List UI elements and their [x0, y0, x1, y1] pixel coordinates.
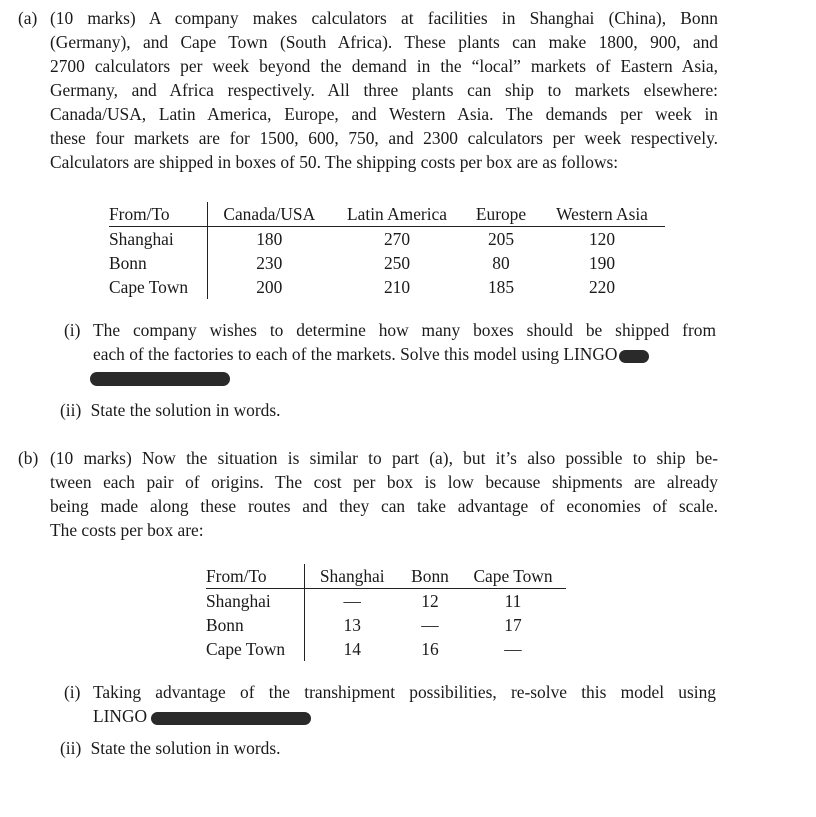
table-row	[206, 589, 566, 614]
row-label: Shanghai	[206, 589, 304, 614]
row-label: Cape Town	[109, 275, 207, 299]
redaction-mark	[90, 372, 230, 386]
table-row	[109, 251, 665, 275]
table-header-row	[109, 202, 665, 227]
table-cell: 180	[256, 229, 283, 249]
part-b-line: tween each pair of origins. The cost per box is low because shipments are already	[50, 472, 718, 492]
subquestion-text: State the solution in words.	[90, 738, 281, 758]
table-cell: 250	[383, 253, 411, 273]
column-header: Latin America	[331, 202, 463, 227]
table-row	[109, 227, 665, 252]
table-cell: 80	[492, 253, 510, 273]
subquestion-text	[93, 680, 716, 728]
part-b-label: (b)	[18, 448, 39, 468]
part-a-line: 2700 calculators per week beyond the demand in the “local” markets of Eastern Asia,	[50, 56, 718, 76]
part-a-line: Germany, and Africa respectively. All three plants can ship to markets elsewhere:	[50, 80, 718, 100]
table-cell: 230	[256, 253, 283, 273]
table-cell: —	[421, 615, 439, 635]
table-header-row	[206, 564, 566, 589]
part-b	[18, 446, 718, 542]
row-label: Shanghai	[109, 227, 207, 252]
column-header: Europe	[463, 202, 539, 227]
part-a-line: these four markets are for 1500, 600, 750, and 2300 calculators per week respectively.	[50, 128, 718, 148]
table-corner-label: From/To	[206, 564, 304, 589]
part-b-subquestion-ii	[60, 736, 280, 760]
part-a-label: (a)	[18, 8, 38, 28]
column-header: Cape Town	[460, 564, 566, 589]
subquestion-label: (i)	[64, 682, 81, 702]
part-b-paragraph	[50, 446, 718, 542]
table-cell: —	[343, 591, 361, 611]
redaction-mark	[151, 712, 311, 725]
column-header: Shanghai	[304, 564, 400, 589]
subquestion-line	[93, 704, 716, 728]
table-cell: 190	[588, 253, 616, 273]
table-cell: 17	[504, 615, 522, 635]
table-cell: 120	[588, 229, 616, 249]
table-row	[206, 637, 566, 661]
table-row	[206, 613, 566, 637]
part-a-subquestion-i	[64, 318, 716, 366]
part-a-line: Calculators are shipped in boxes of 50. The shipping costs per box are as follows:	[50, 152, 619, 172]
table-cell: 12	[421, 591, 439, 611]
row-label: Bonn	[206, 613, 304, 637]
part-a-line: Canada/USA, Latin America, Europe, and Western Asia. The demands per week in	[50, 104, 718, 124]
subquestion-text: State the solution in words.	[90, 400, 281, 420]
part-a-paragraph	[50, 6, 718, 174]
subquestion-line: Taking advantage of the transhipment possibilities, re-solve this model using	[93, 682, 716, 702]
table-cell: 13	[343, 615, 361, 635]
part-a-subquestion-ii	[60, 398, 280, 422]
table-cell: 11	[504, 591, 522, 611]
part-a-line: (Germany), and Cape Town (South Africa). These plants can make 1800, 900, and	[50, 32, 718, 52]
table-cell: —	[504, 639, 522, 659]
part-a-line: (10 marks) A company makes calculators at facilities in Shanghai (China), Bonn	[50, 8, 718, 28]
table-cell: 200	[256, 277, 283, 297]
table-row	[109, 275, 665, 299]
subquestion-label: (i)	[64, 320, 81, 340]
row-label: Cape Town	[206, 637, 304, 661]
part-b-line: being made along these routes and they can take advantage of economies of scale.	[50, 496, 718, 516]
shipping-cost-table	[109, 202, 665, 299]
subquestion-label: (ii)	[60, 400, 82, 420]
subquestion-line	[93, 342, 716, 366]
subquestion-line-text: each of the factories to each of the markets. Solve this model using LINGO	[93, 344, 618, 364]
table-cell: 185	[487, 277, 515, 297]
part-b-line: (10 marks) Now the situation is similar to part (a), but it’s also possible to ship be-	[50, 448, 718, 468]
table-cell: 210	[383, 277, 411, 297]
row-label: Bonn	[109, 251, 207, 275]
column-header: Bonn	[400, 564, 460, 589]
part-a	[18, 6, 718, 174]
transhipment-cost-table	[206, 564, 566, 661]
table-cell: 205	[487, 229, 515, 249]
column-header: Western Asia	[539, 202, 665, 227]
table-cell: 270	[383, 229, 411, 249]
table-corner-label: From/To	[109, 202, 207, 227]
part-b-line: The costs per box are:	[50, 520, 204, 540]
subquestion-label: (ii)	[60, 738, 82, 758]
table-cell: 16	[421, 639, 439, 659]
redaction-mark	[619, 350, 649, 363]
column-header: Canada/USA	[207, 202, 331, 227]
part-b-subquestion-i	[64, 680, 716, 728]
table-cell: 220	[588, 277, 616, 297]
subquestion-text	[93, 318, 716, 366]
subquestion-line: The company wishes to determine how many boxes should be shipped from	[93, 320, 716, 340]
subquestion-line-text: LINGO	[93, 706, 148, 726]
table-cell: 14	[343, 639, 361, 659]
